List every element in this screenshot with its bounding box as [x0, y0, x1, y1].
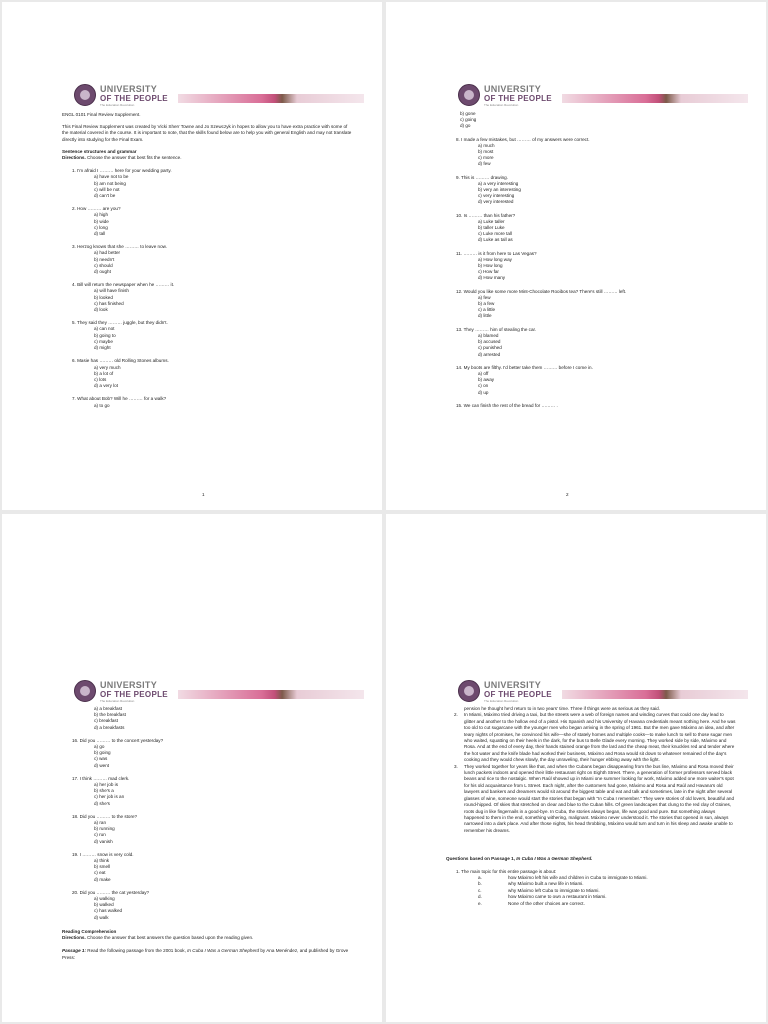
answer-option: d) make — [94, 876, 111, 882]
answer-option: a) Luke taller — [478, 218, 505, 224]
reading-question — [456, 869, 736, 907]
question — [72, 890, 352, 921]
answer-option: a) few — [478, 294, 491, 300]
passage-paragraphs — [446, 712, 736, 834]
question-list — [446, 137, 736, 409]
answer-option: d) tall — [94, 231, 106, 237]
answer-option: a) high — [94, 212, 109, 218]
question — [72, 738, 352, 769]
answer-option: b) smell — [94, 864, 111, 870]
document-page-4 — [386, 514, 766, 1022]
university-logo: UNIVERSITY OF THE PEOPLE The Education Revolution — [100, 680, 168, 703]
question-text: 11. ……… is it from here to Las Vegas? — [456, 250, 537, 256]
answer-option: d) Luke as tall as — [478, 237, 513, 243]
question — [456, 403, 736, 409]
option-list — [460, 111, 736, 130]
answer-option: d) a breakfasts — [94, 724, 125, 730]
answer-option: d) How many — [478, 275, 506, 281]
option-list — [478, 295, 736, 320]
university-seal-icon — [458, 84, 480, 106]
answer-option: a) a breakfast — [94, 706, 123, 711]
answer-option: b) she's a — [94, 788, 114, 794]
paragraph-number: 3. — [454, 763, 458, 769]
question-text: 12. Would you like some more Mint-Chocolate Rooibos tea? There's still ……… left. — [456, 288, 627, 294]
option-text: why Máximo built a new life in Miami. — [508, 881, 584, 887]
answer-option: c) punished — [478, 345, 502, 351]
question — [72, 776, 352, 807]
header-banner-strip — [178, 690, 364, 699]
answer-option: d) went — [94, 762, 110, 768]
option-key: e. — [478, 900, 482, 906]
answer-option: b) wide — [94, 218, 109, 224]
passage-paragraph — [454, 764, 736, 834]
option-list — [94, 782, 352, 807]
page-header — [458, 84, 748, 106]
answer-option: b) am not being — [94, 180, 126, 186]
page-content — [62, 112, 352, 409]
answer-option: d) little — [478, 313, 492, 319]
question-list — [62, 738, 352, 921]
answer-option: c) maybe — [94, 338, 113, 344]
option-list — [478, 371, 736, 396]
option-list — [94, 326, 352, 351]
question-text: 7. What about Bob? Will he ……… for a walk? — [72, 396, 167, 402]
passage-intro: Passage 1: Read the following passage from the 2001 book, In Cuba I Was a German Shepherd by Ana Menéndez, and published by Grove Press: — [62, 948, 349, 960]
directions: Directions. Choose the answer that best fits the sentence. — [62, 155, 182, 161]
answer-option: a) can not — [94, 326, 115, 332]
answer-option: c) was — [94, 756, 108, 762]
answer-option: b) the breakfast — [94, 712, 126, 718]
intro-paragraph: This Final Review Supplement was created by Vicki Sherr Towne and Jo Szewczyk in hopes to allow you to have extra practice with some of the material covered in the course. It is important to note, that the skills found below are to help you with general English and may not translate directly into studying for the Final Exam. — [62, 124, 352, 142]
answer-option: d) go — [460, 123, 471, 129]
option-key: b. — [478, 881, 482, 887]
question-text: 6. Masie has ……… old Rolling Stones albums. — [72, 358, 169, 364]
page-header — [74, 84, 364, 106]
university-logo: UNIVERSITY OF THE PEOPLE The Education Revolution — [484, 84, 552, 107]
directions: Directions. Choose the answer that best answers the question based upon the reading given. — [62, 935, 254, 941]
answer-option: c) going — [460, 117, 477, 123]
answer-option: d) walk — [94, 914, 109, 920]
question-text: 8. I made a few mistakes, but ……… of my answers were correct. — [456, 136, 590, 142]
option-list — [94, 212, 352, 237]
answer-option: a) blamed — [478, 332, 499, 338]
question-text: 18. Did you ……… to the store? — [72, 813, 138, 819]
answer-option: b) How long — [478, 263, 503, 269]
answer-option: d) very interested — [478, 199, 514, 205]
passage-paragraph — [454, 712, 736, 763]
document-page-3 — [2, 514, 382, 1022]
university-logo: UNIVERSITY OF THE PEOPLE The Education Revolution — [484, 680, 552, 703]
questions-heading: Questions based on Passage 1, In Cuba I Was a German Shepherd. — [446, 856, 593, 862]
answer-option: b) away — [478, 377, 495, 383]
answer-option: b) going — [94, 750, 111, 756]
answer-option: a) have not to be — [94, 174, 129, 180]
answer-option: a) will have finish — [94, 288, 129, 294]
answer-option: b) a lot of — [94, 370, 114, 376]
page-header — [74, 680, 364, 702]
answer-option: a) her job is — [94, 782, 119, 788]
option-list — [478, 333, 736, 358]
answer-option: c) lots — [94, 376, 107, 382]
answer-option: a) ran — [94, 820, 107, 826]
question-text: 16. Did you ……… to the concert yesterday? — [72, 737, 164, 743]
question — [72, 244, 352, 275]
question-text: 1. I'm afraid I ……… here for your wedding party. — [72, 168, 172, 174]
question — [72, 358, 352, 389]
question — [456, 365, 736, 396]
answer-option: c) eat — [94, 870, 106, 876]
question-text: 5. They said they ……… juggle, but they didn't. — [72, 320, 168, 326]
question-text: 20. Did you ……… the cat yesterday? — [72, 889, 150, 895]
passage-lead-text: pension he thought he'd return to in two years' time. Three if things were as serious as they said. — [464, 706, 660, 711]
university-seal-icon — [74, 84, 96, 106]
answer-option: b) walked — [94, 902, 114, 908]
question-text: 1. The main topic for this entire passage is about: — [456, 868, 557, 874]
answer-option: c) more — [478, 155, 494, 161]
answer-option: d) up — [478, 389, 489, 395]
answer-option: b) taller Luke — [478, 225, 505, 231]
answer-option: a) off — [478, 370, 489, 376]
answer-option: d) vanish — [94, 838, 113, 844]
answer-option: c) Luke more tall — [478, 231, 512, 237]
question — [456, 327, 736, 358]
answer-option: c) a little — [478, 307, 496, 313]
answer-option: b) needn't — [94, 256, 115, 262]
answer-option: c) should — [94, 262, 113, 268]
question — [456, 251, 736, 282]
answer-option: c) long — [94, 224, 108, 230]
paragraph-text: They worked together for years like that, and when the Cubans began disappearing from the bus line, Máximo and Rosa moved their lunch packets indoors and opened their little restaurant right on Eighth Street. There, a generation of former professors served black beans and rice to the nostalgic. When Raúl showed up in Miami one summer looking for work, Máximo added one more waiter's spot for his old acquaintance from L Street. Each night, after the customers had gone, Máximo and Rosa and Raúl and Havana's old lawyers and bankers and dreamers would sit around the biggest table and eat and talk and sometimes, late in the night after several glasses of wine, someone would start the stories that began with "In Cuba I remember." They were stories of old lovers, beautiful and round-hipped. Of skies that stretched on clear and blue to the Cuban hills. Of green landscapes that clung to the red clay of Güines, roots dug in like fingernails in a good-bye. In Cuba, the stories always began, life was good and pure. But something always happened to them in the end, something withering, malignant. Máximo never understood it. The stories that opened in sun, always narrowed into a dark place. And after those nights, his head throbbing, Máximo would turn and turn in his sleep and awake unable to remember his dreams. — [464, 763, 735, 833]
university-seal-icon — [74, 680, 96, 702]
answer-option: c) will be not — [94, 186, 120, 192]
answer-option: d) might — [94, 345, 111, 351]
answer-option: c) breakfast — [94, 718, 118, 724]
question — [72, 320, 352, 351]
answer-option: d) can't be — [94, 193, 116, 199]
question-text: 3. Herzog knows that she ……… to leave now. — [72, 244, 167, 250]
answer-option: b) very an interesting — [478, 187, 521, 193]
header-banner-strip — [562, 94, 748, 103]
header-banner-strip — [178, 94, 364, 103]
option-list — [94, 858, 352, 883]
question — [456, 175, 736, 206]
answer-option: a) How long way — [478, 256, 512, 262]
answer-option: a) a very interesting — [478, 180, 519, 186]
question-text: 14. My boots are filthy. I'd better take them ……… before I come in. — [456, 364, 593, 370]
question-text: 10. Is ……… than his father? — [456, 212, 516, 218]
option-list — [94, 896, 352, 921]
answer-option: a) to go — [94, 402, 110, 408]
question-text: 2. How ……… are you? — [72, 206, 121, 212]
section-heading: Sentence structures and grammar — [62, 148, 137, 154]
option-list — [478, 219, 736, 244]
answer-option: c) has finished — [94, 300, 124, 306]
option-list — [94, 820, 352, 845]
option-list — [94, 250, 352, 275]
question-text: 9. This is ……… drawing. — [456, 174, 508, 180]
option-key: c. — [478, 887, 482, 893]
option-list — [94, 403, 352, 409]
option-list — [478, 257, 736, 282]
paragraph-number: 2. — [454, 712, 458, 718]
answer-option: c) has walked — [94, 908, 123, 914]
section-heading: Reading Comprehension — [62, 928, 117, 934]
answer-option: c) on — [478, 383, 489, 389]
question — [72, 396, 352, 408]
answer-option: c) very interesting — [478, 193, 515, 199]
document-title: ENGL 0101 Final Review Supplement. — [62, 112, 141, 117]
question-text: 13. They ……… him of stealing the car. — [456, 326, 537, 332]
answer-option: d) ought — [94, 269, 111, 275]
option-key: d. — [478, 894, 482, 900]
answer-option: b) a few — [478, 301, 495, 307]
paragraph-text: In Miami, Máximo tried driving a taxi, but the streets were a web of foreign names and winding curves that could one day lead to glitter and another to the hollow end of a pistol. His Spanish and his University of Havana credentials meant nothing here. And he was too old to cut sugarcane with the younger men who began arriving in the spring of 1961. But the men gave Máximo an idea, and after teary nights of promises, he convinced his wife—she of stately homes and multiple cooks—to make lunch to sell to those sugar men who waited, squatting on their heels in the dark, for the bus to Belle Glade every morning. They worked side by side, Máximo and Rosa. And at the end of every day, their hands stained orange from the lard and the cheap meat, their knuckles red and tender where the hot water and the knife blade had worked their business, Máximo and Rosa would sit down to whatever remained of the day's cooking and they would chew slowly, the day unraveling, their hunger ebbing away with the light. — [464, 712, 736, 763]
answer-option: a) much — [478, 142, 495, 148]
option-list — [478, 181, 736, 206]
question-text: 17. I think ……… mad clerk. — [72, 775, 130, 781]
answer-option: a) walking — [94, 896, 115, 902]
option-list — [94, 706, 352, 731]
option-key: a. — [478, 874, 482, 880]
option-text: how Máximo left his wife and children in Cuba to immigrate to Miami. — [508, 874, 648, 880]
document-page-1 — [2, 2, 382, 510]
question-text: 4. Bill will return the newspaper when he ……… it. — [72, 282, 175, 288]
question-text: 15. We can finish the rest of the bread for ……… . — [456, 402, 558, 408]
question — [72, 168, 352, 199]
page-number: 2 — [566, 492, 569, 497]
question — [456, 137, 736, 168]
option-list — [94, 288, 352, 313]
answer-option: b) looked — [94, 294, 113, 300]
option-list — [94, 744, 352, 769]
answer-option: a) had better — [94, 250, 121, 256]
answer-option: b) going to — [94, 332, 116, 338]
answer-option: d) look — [94, 307, 108, 313]
question — [72, 282, 352, 313]
question — [456, 213, 736, 244]
page-content — [62, 706, 352, 961]
option-list — [94, 174, 352, 199]
question — [72, 206, 352, 237]
university-seal-icon — [458, 680, 480, 702]
answer-option: d) a very lot — [94, 383, 118, 389]
answer-option: b) accused — [478, 339, 501, 345]
page-content — [446, 706, 736, 907]
page-content — [446, 111, 736, 409]
answer-option: a) think — [94, 858, 110, 864]
header-banner-strip — [562, 690, 748, 699]
question-list — [62, 168, 352, 409]
question — [72, 852, 352, 883]
page-number: 1 — [202, 492, 205, 497]
option-text: None of the other choices are correct. — [508, 900, 585, 906]
option-text: why Máximo left Cuba to immigrate to Miami. — [508, 887, 600, 893]
question — [72, 814, 352, 845]
answer-option: c) run — [94, 832, 106, 838]
option-list — [478, 143, 736, 168]
answer-option: d) she's — [94, 800, 110, 806]
university-logo: UNIVERSITY OF THE PEOPLE The Education Revolution — [100, 84, 168, 107]
answer-option: c) How far — [478, 269, 499, 275]
answer-option: b) gone — [460, 111, 476, 116]
option-list — [456, 875, 736, 907]
document-page-2 — [386, 2, 766, 510]
question-text: 19. I ……… snow is very cold. — [72, 851, 134, 857]
answer-option — [478, 901, 736, 907]
answer-option: c) her job is an — [94, 794, 125, 800]
option-list — [94, 365, 352, 390]
answer-option: a) go — [94, 744, 105, 750]
page-header — [458, 680, 748, 702]
answer-option: a) very much — [94, 364, 121, 370]
option-text: how Máximo came to own a restaurant in Miami. — [508, 894, 607, 900]
answer-option: d) few — [478, 161, 491, 167]
answer-option: b) running — [94, 826, 115, 832]
answer-option: b) most — [478, 149, 494, 155]
answer-option: d) arrested — [478, 351, 501, 357]
question — [456, 289, 736, 320]
